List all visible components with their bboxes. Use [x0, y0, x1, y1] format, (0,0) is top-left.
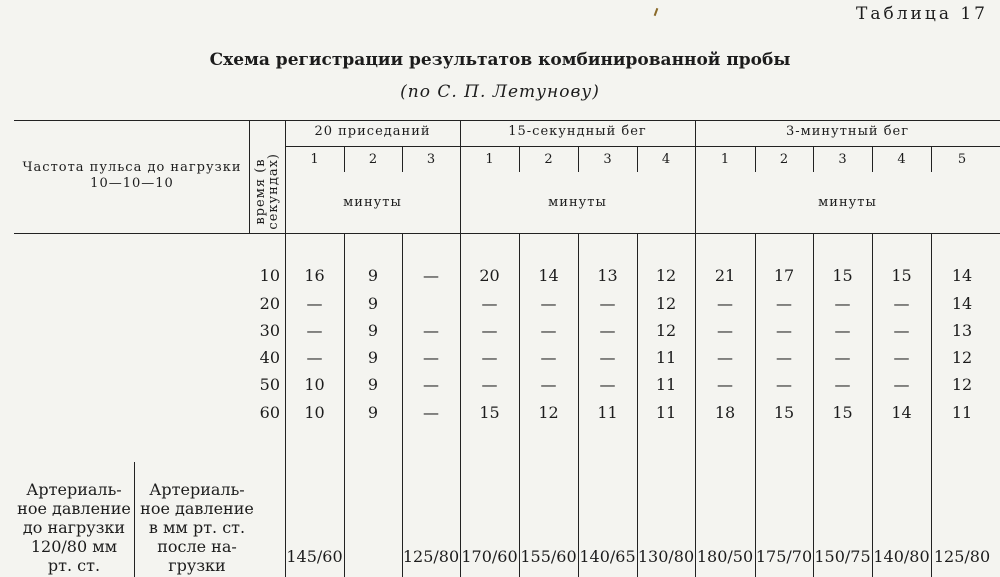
- column-number-divider: [755, 146, 756, 172]
- bp-value: 150/75: [814, 547, 871, 566]
- result-cell: —: [481, 294, 498, 313]
- result-cell: 15: [832, 266, 853, 285]
- result-cell: —: [540, 348, 557, 367]
- bp-value: 130/80: [637, 547, 695, 566]
- bp-value: 145/60: [286, 547, 343, 566]
- result-cell: —: [776, 348, 792, 367]
- result-cell: —: [423, 375, 439, 394]
- result-cell: 14: [891, 403, 912, 422]
- group-header-divider: [285, 146, 1000, 147]
- bp-before-line: до нагрузки: [22, 518, 126, 537]
- result-cell: 13: [597, 266, 618, 285]
- result-cell: —: [423, 348, 439, 367]
- result-cell: 9: [367, 348, 379, 367]
- group-header: 15-секундный бег: [508, 124, 647, 139]
- pulse-label-line: 10—10—10: [90, 176, 174, 191]
- bp-value: 125/80: [402, 547, 460, 566]
- result-cell: —: [893, 375, 910, 394]
- time-value: 40: [259, 348, 280, 367]
- result-cell: 9: [367, 266, 379, 285]
- result-cell: —: [834, 375, 851, 394]
- result-cell: —: [306, 321, 323, 340]
- table-number: Таблица 17: [856, 4, 988, 24]
- result-cell: 10: [304, 403, 325, 422]
- column-number: 5: [957, 152, 967, 167]
- result-cell: 13: [951, 321, 973, 340]
- result-cell: 11: [655, 348, 677, 367]
- time-label-line: время (в: [253, 157, 268, 225]
- bp-before-line: Артериаль-: [26, 480, 122, 499]
- result-cell: 12: [655, 266, 677, 285]
- result-cell: —: [834, 294, 851, 313]
- result-cell: 18: [714, 403, 736, 422]
- result-cell: —: [776, 294, 792, 313]
- result-cell: —: [717, 321, 733, 340]
- result-cell: 14: [951, 294, 973, 313]
- bp-before-line: ное давление: [17, 499, 131, 518]
- result-cell: 12: [655, 294, 677, 313]
- result-cell: 10: [304, 375, 325, 394]
- result-cell: 20: [479, 266, 500, 285]
- pulse-label-line: Частота пульса до нагрузки: [22, 160, 242, 175]
- bp-before-line: рт. ст.: [47, 556, 101, 575]
- column-number: 4: [661, 152, 671, 167]
- result-cell: —: [540, 294, 557, 313]
- result-cell: —: [717, 348, 733, 367]
- result-cell: —: [717, 294, 733, 313]
- result-cell: —: [599, 375, 616, 394]
- bp-value: 170/60: [461, 547, 518, 566]
- result-cell: —: [893, 321, 910, 340]
- column-number: 1: [310, 152, 319, 167]
- bp-after-line: ное давление: [140, 499, 254, 518]
- result-cell: 9: [367, 294, 379, 313]
- result-cell: —: [717, 375, 733, 394]
- column-number-divider: [931, 146, 932, 172]
- result-cell: 15: [891, 266, 912, 285]
- result-cell: 9: [367, 403, 379, 422]
- column-number-divider: [344, 146, 345, 172]
- result-cell: —: [893, 348, 910, 367]
- result-cell: —: [423, 321, 439, 340]
- result-cell: —: [599, 294, 616, 313]
- pulse-label: [14, 160, 250, 192]
- column-number-divider: [813, 146, 814, 172]
- time-value: 60: [259, 403, 280, 422]
- result-cell: —: [540, 321, 557, 340]
- table-title: Схема регистрации результатов комбинированной пробы: [209, 50, 791, 70]
- bp-value: 180/50: [696, 547, 754, 566]
- column-number-divider: [637, 146, 638, 172]
- bp-after-line: грузки: [168, 556, 226, 575]
- minutes-label: минуты: [343, 195, 402, 210]
- result-cell: —: [540, 375, 557, 394]
- group-header: 3-минутный бег: [785, 124, 910, 139]
- result-cell: —: [481, 375, 498, 394]
- result-cell: —: [834, 321, 851, 340]
- result-cell: —: [599, 321, 616, 340]
- result-cell: 21: [714, 266, 736, 285]
- result-cell: —: [893, 294, 910, 313]
- result-cell: 16: [304, 266, 325, 285]
- time-value: 30: [259, 321, 280, 340]
- bp-after-line: после на-: [157, 537, 237, 556]
- result-cell: 11: [655, 403, 677, 422]
- table-subtitle: (по С. П. Летунову): [400, 82, 600, 102]
- result-cell: 9: [367, 375, 379, 394]
- column-number: 2: [544, 152, 553, 167]
- column-number: 3: [426, 152, 436, 167]
- bp-before-line: 120/80 мм: [30, 537, 118, 556]
- bp-after-line: Артериаль-: [149, 480, 245, 499]
- result-cell: —: [481, 348, 498, 367]
- header-bottom-border: [14, 233, 1000, 234]
- time-value: 50: [259, 375, 280, 394]
- column-number: 2: [368, 152, 378, 167]
- bp-value: 175/70: [755, 547, 813, 566]
- column-number-divider: [519, 146, 520, 172]
- column-number: 1: [485, 152, 494, 167]
- time-value: 20: [259, 294, 280, 313]
- bp-value: 155/60: [520, 547, 577, 566]
- bp-value: 140/65: [579, 547, 636, 566]
- result-cell: 14: [951, 266, 973, 285]
- result-cell: 12: [538, 403, 559, 422]
- result-cell: 12: [655, 321, 677, 340]
- result-cell: 11: [951, 403, 973, 422]
- ink-mark: [654, 8, 659, 16]
- result-cell: 15: [773, 403, 795, 422]
- column-number-divider: [578, 146, 579, 172]
- time-label-line: секундах): [266, 152, 281, 230]
- result-cell: —: [306, 294, 323, 313]
- minutes-label: минуты: [548, 195, 607, 210]
- result-cell: —: [834, 348, 851, 367]
- column-number: 1: [720, 152, 730, 167]
- result-cell: 11: [597, 403, 618, 422]
- column-number: 3: [838, 152, 847, 167]
- result-cell: 15: [479, 403, 500, 422]
- bp-after-label: [136, 480, 258, 575]
- time-value: 10: [259, 266, 280, 285]
- result-cell: —: [481, 321, 498, 340]
- result-cell: —: [306, 348, 323, 367]
- result-cell: —: [776, 375, 792, 394]
- result-cell: —: [599, 348, 616, 367]
- result-cell: 15: [832, 403, 853, 422]
- minutes-label: минуты: [818, 195, 877, 210]
- result-cell: 9: [367, 321, 379, 340]
- column-number: 4: [897, 152, 906, 167]
- result-cell: —: [423, 266, 439, 285]
- result-cell: —: [776, 321, 792, 340]
- bp-value: 125/80: [933, 547, 991, 566]
- column-number-divider: [872, 146, 873, 172]
- result-cell: 12: [951, 348, 973, 367]
- column-number-divider: [402, 146, 403, 172]
- result-cell: —: [423, 403, 439, 422]
- table-top-border: [14, 120, 1000, 121]
- bp-value: 140/80: [873, 547, 930, 566]
- result-cell: 12: [951, 375, 973, 394]
- column-number: 2: [779, 152, 789, 167]
- bp-after-line: в мм рт. ст.: [148, 518, 246, 537]
- result-cell: 14: [538, 266, 559, 285]
- col-divider-bp: [134, 462, 135, 577]
- column-number: 3: [603, 152, 612, 167]
- result-cell: 17: [773, 266, 795, 285]
- bp-before-label: [14, 480, 134, 575]
- group-header: 20 приседаний: [314, 124, 431, 139]
- result-cell: 11: [655, 375, 677, 394]
- time-label: [249, 150, 285, 232]
